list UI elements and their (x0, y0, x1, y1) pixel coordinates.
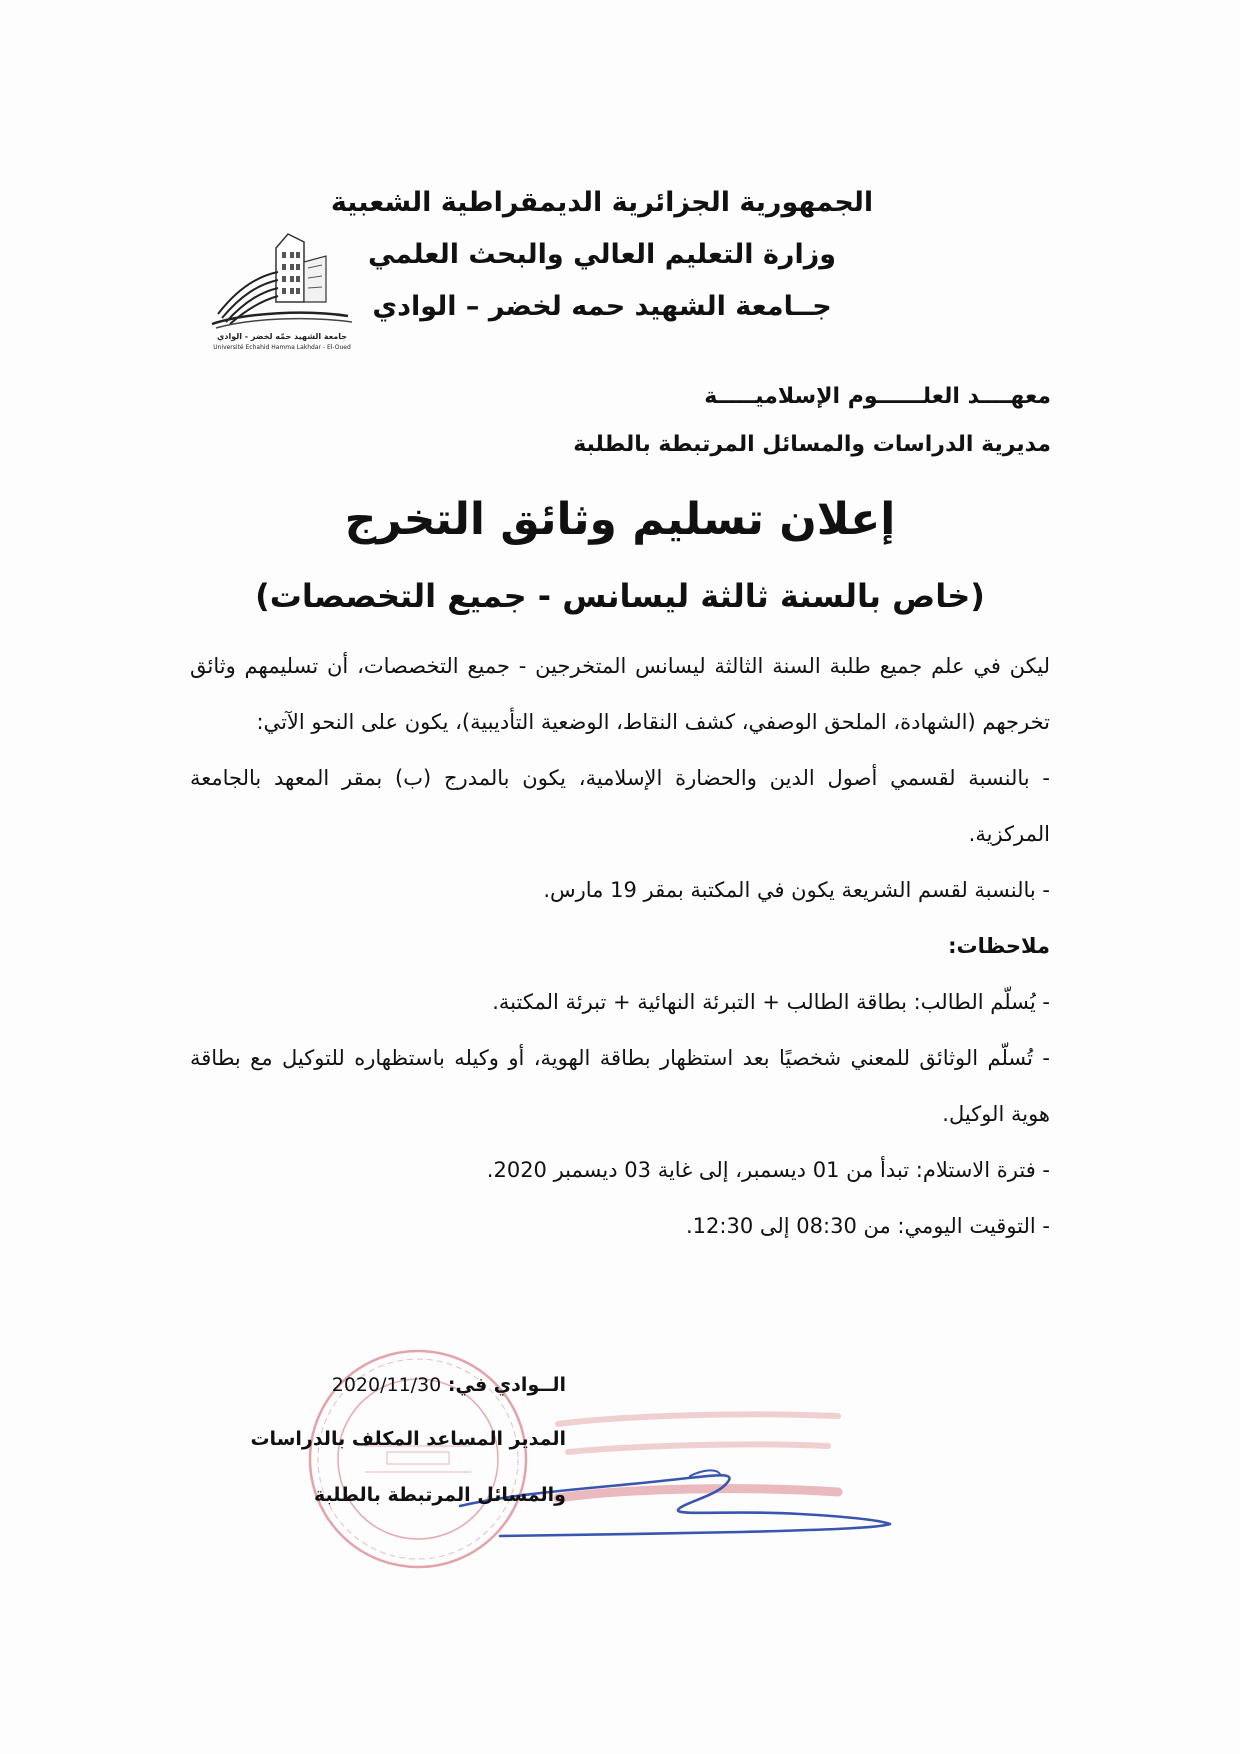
issue-date: 2020/11/30 (331, 1374, 442, 1396)
note-item: - يُسلّم الطالب: بطاقة الطالب + التبرئة النهائية + تبرئة المكتبة. (492, 990, 1050, 1014)
announcement-subtitle: (خاص بالسنة ثالثة ليسانس - جميع التخصصات) (255, 577, 985, 615)
note-item: - التوقيت اليومي: من 08:30 إلى 12:30. (685, 1214, 1050, 1238)
ministry-name: وزارة التعليم العالي والبحث العلمي (367, 239, 837, 270)
signatory-title-line1: المدير المساعد المكلف بالدراسات (250, 1428, 566, 1450)
university-name: جــامعة الشهيد حمه لخضر – الوادي (372, 291, 832, 322)
signature-block (226, 1372, 566, 1538)
note-item: - تُسلّم الوثائق للمعني شخصيًا بعد استظهار بطاقة الهوية، أو وكيله باستظهاره للتوكيل مع بطاقة هوية الوكيل. (190, 1046, 1050, 1126)
place-date-line (226, 1372, 566, 1398)
logo-caption-french: Université Echahid Hamma Lakhdar - El-Oued (213, 344, 351, 351)
directorate-name: مديرية الدراسات والمسائل المرتبطة بالطلبة (573, 432, 1051, 457)
signatory-title-line2: والمسائل المرتبطة بالطلبة (313, 1484, 566, 1506)
place-label: الــوادي في: (447, 1374, 566, 1396)
list-item: - بالنسبة لقسمي أصول الدين والحضارة الإسلامية، يكون بالمدرج (ب) بمقر المعهد بالجامعة المركزية. (190, 766, 1050, 846)
notes-heading: ملاحظات: (948, 934, 1050, 958)
announcement-body (190, 638, 1050, 1254)
intro-paragraph: ليكن في علم جميع طلبة السنة الثالثة ليسانس المتخرجين - جميع التخصصات، أن تسليمهم وثائق تخرجهم (الشهادة، الملحق الوصفي، كشف النقاط، الوضعية التأديبية)، يكون على النحو الآتي: (190, 654, 1050, 734)
republic-name: الجمهورية الجزائرية الديمقراطية الشعبية (330, 187, 874, 218)
university-building-icon (208, 228, 356, 332)
institute-name: معهــــد العلــــــوم الإسلاميـــــة (704, 384, 1051, 409)
logo-caption-arabic: جامعة الشهيد حمّه لخضر - الوادي (217, 332, 347, 341)
note-item: - فترة الاستلام: تبدأ من 01 ديسمبر، إلى غاية 03 ديسمبر 2020. (486, 1158, 1050, 1182)
institute-info (573, 384, 1051, 480)
list-item: - بالنسبة لقسم الشريعة يكون في المكتبة بمقر 19 مارس. (543, 878, 1050, 902)
announcement-title: إعلان تسليم وثائق التخرج (344, 494, 896, 545)
official-header (322, 188, 882, 344)
